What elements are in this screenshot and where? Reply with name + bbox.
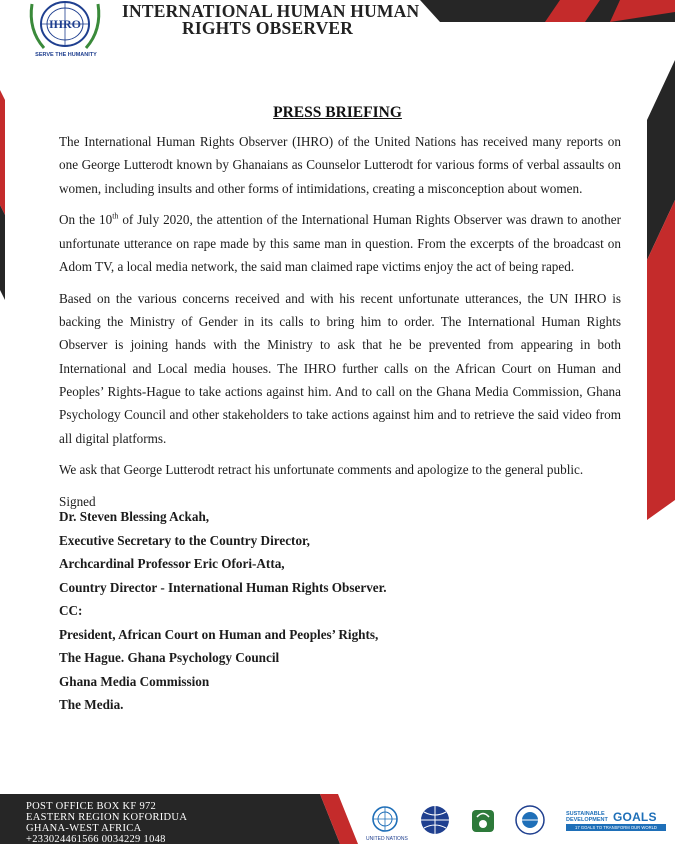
- un-emblem-icon: [373, 807, 397, 831]
- partner-logos: [360, 804, 570, 840]
- un-caption: UNITED NATIONS: [366, 836, 408, 842]
- paragraph-incident: [59, 208, 621, 278]
- logo-text: IHRO: [48, 17, 82, 31]
- signature-line: The Media.: [59, 697, 124, 712]
- press-briefing-heading: PRESS BRIEFING: [273, 104, 402, 121]
- document-body: [59, 130, 621, 522]
- sdg-logo: [566, 810, 666, 832]
- globe-emblem-icon: [421, 806, 449, 834]
- sdg-left-text: SUSTAINABLE DEVELOPMENT: [566, 811, 608, 823]
- date-superscript: th: [112, 212, 119, 221]
- signature-line: Country Director - International Human Rights Observer.: [59, 579, 387, 595]
- paragraph-actions: Based on the various concerns received and with his recent unfortunate utterances, the UN IHRO is backing the Ministry of Gender in its calls to bring him to order. The International Human Rights Observer is joining hands with the Ministry to ask that he be prevented from appearing in both International and Local media houses. The IHRO further calls on the African Court on Human and Peoples’ Rights-Hague to take actions against him. And to call on the Ghana Media Commission, Ghana Psychology Council and other stakeholders to take actions against him and to retrieve the said video from all digital platforms.: [59, 290, 621, 446]
- ihro-logo: [22, 0, 108, 60]
- sdg-goals-text: GOALS: [613, 810, 657, 824]
- signature-line: Executive Secretary to the Country Director,: [59, 532, 310, 548]
- address-line: POST OFFICE BOX KF 972: [26, 801, 157, 812]
- org-title-line1: INTERNATIONAL HUMAN HUMAN: [122, 1, 420, 21]
- signature-line: Ghana Media Commission: [59, 673, 210, 689]
- org-title-line2: RIGHTS OBSERVER: [182, 18, 354, 38]
- signature-line: The Hague. Ghana Psychology Council: [59, 650, 280, 665]
- paragraph-incident-start: On the 10: [59, 212, 113, 228]
- address-line: +233024461566 0034229 1048: [26, 834, 166, 845]
- signature-line: CC:: [59, 603, 83, 618]
- footer-address: [26, 801, 187, 845]
- signature-line: Dr. Steven Blessing Ackah,: [59, 509, 210, 524]
- signed-label: Signed: [59, 494, 96, 510]
- paragraph-request: We ask that George Lutterodt retract his unfortunate comments and apologize to the general public.: [59, 462, 584, 478]
- sdg-bar: 17 GOALS TO TRANSFORM OUR WORLD: [566, 824, 666, 831]
- paragraph-incident-rest: of July 2020, the attention of the International Human Rights Observer was drawn to another unfortunate utterance on rape made by this same man in question. From the excerpts of the broadcast on Adom TV, a local media network, the said man claimed rape victims enjoy the act of being raped.: [59, 212, 621, 274]
- global-compact-emblem-icon: [516, 806, 544, 834]
- paragraph-intro: The International Human Rights Observer (IHRO) of the United Nations has received many reports on one George Lutterodt known by Ghanaians as Counselor Lutterodt for various forms of verbal assaults on women, including insults and other forms of intimidations, creating a misconception about women.: [59, 134, 621, 196]
- crest-emblem-icon: [472, 810, 494, 832]
- signature-line: Archcardinal Professor Eric Ofori-Atta,: [59, 556, 285, 571]
- logo-caption: SERVE THE HUMANITY: [35, 52, 97, 58]
- address-line: GHANA-WEST AFRICA: [26, 823, 142, 834]
- signature-block: [59, 505, 387, 717]
- organization-title: [122, 3, 419, 37]
- address-line: EASTERN REGION KOFORIDUA: [26, 812, 188, 823]
- signature-line: President, African Court on Human and Peoples’ Rights,: [59, 626, 379, 642]
